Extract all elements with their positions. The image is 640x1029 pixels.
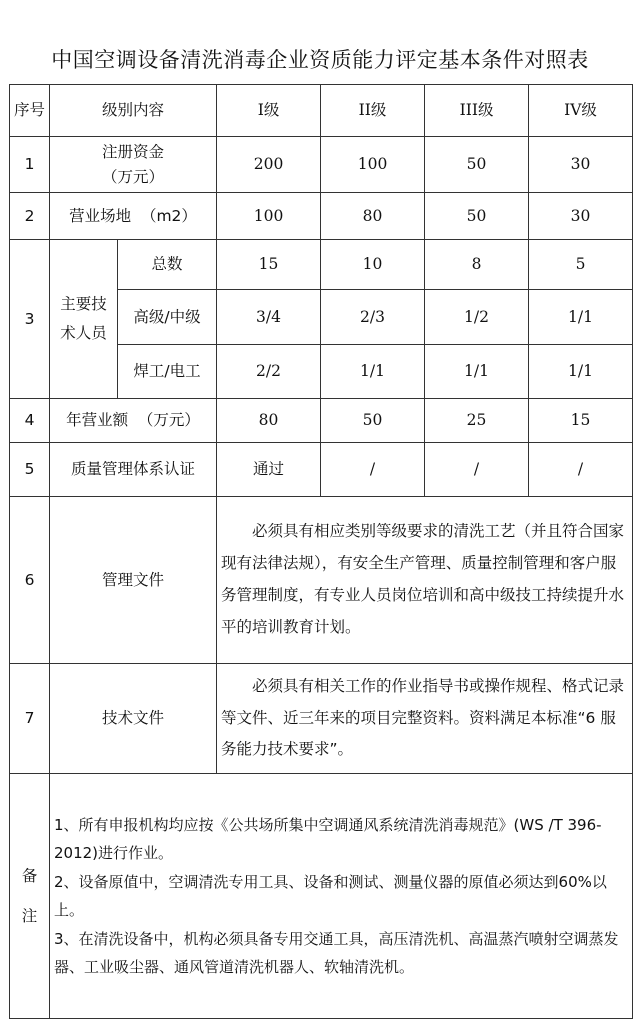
header-seq: 序号 <box>10 85 50 137</box>
cell-value: 1/1 <box>529 345 633 399</box>
sub-label: 焊工/电工 <box>118 345 217 399</box>
cell-value: 1/2 <box>425 290 529 345</box>
note-item: 2、设备原值中，空调清洗专用工具、设备和测试、测量仪器的原值必须达到60%以上。 <box>54 872 607 919</box>
row-label: 主要技术人员 <box>50 240 118 399</box>
row-label: 管理文件 <box>50 497 217 664</box>
row-seq: 1 <box>10 137 50 193</box>
header-row <box>10 85 633 137</box>
row-label <box>50 137 217 193</box>
table-row <box>10 497 633 664</box>
cell-value: 通过 <box>217 443 321 497</box>
cell-value: 200 <box>217 137 321 193</box>
cell-value: 30 <box>529 137 633 193</box>
header-level-2: II级 <box>321 85 425 137</box>
row-label: 年营业额 （万元） <box>50 399 217 443</box>
cell-value: 80 <box>321 193 425 240</box>
row-label-line: 注册资金 <box>102 143 165 162</box>
table-row <box>10 664 633 774</box>
row-label: 技术文件 <box>50 664 217 774</box>
table-row <box>10 193 633 240</box>
sub-label: 总数 <box>118 240 217 290</box>
cell-value: 15 <box>217 240 321 290</box>
notes-label <box>10 774 50 1019</box>
table-row <box>10 137 633 193</box>
row-seq: 2 <box>10 193 50 240</box>
cell-value: 2/3 <box>321 290 425 345</box>
row-seq: 3 <box>10 240 50 399</box>
row-seq: 5 <box>10 443 50 497</box>
qualification-table <box>9 84 633 1019</box>
notes-label-bottom: 注 <box>21 907 38 925</box>
cell-value: 50 <box>425 137 529 193</box>
cell-value: 1/1 <box>529 290 633 345</box>
table-row <box>10 240 633 290</box>
row-label: 质量管理体系认证 <box>50 443 217 497</box>
cell-value: / <box>321 443 425 497</box>
row-label-line: （万元） <box>102 167 165 186</box>
cell-value: 10 <box>321 240 425 290</box>
row-seq: 4 <box>10 399 50 443</box>
cell-value: 50 <box>321 399 425 443</box>
notes-content <box>50 774 633 1019</box>
paragraph-cell: 必须具有相关工作的作业指导书或操作规程、格式记录等文件、近三年来的项目完整资料。资料满足本标准“6 服务能力技术要求”。 <box>217 664 633 774</box>
note-item: 3、在清洗设备中，机构必须具备专用交通工具，高压清洗机、高温蒸汽喷射空调蒸发器、工业吸尘器、通风管道清洗机器人、软轴清洗机。 <box>54 929 619 976</box>
cell-value: 1/1 <box>321 345 425 399</box>
cell-value: 30 <box>529 193 633 240</box>
sub-label: 高级/中级 <box>118 290 217 345</box>
page-title: 中国空调设备清洗消毒企业资质能力评定基本条件对照表 <box>51 48 589 72</box>
note-item: 1、所有申报机构均应按《公共场所集中空调通风系统清洗消毒规范》(WS /T 396-2012)进行作业。 <box>54 815 602 862</box>
cell-value: 15 <box>529 399 633 443</box>
cell-value: / <box>425 443 529 497</box>
table-row <box>10 443 633 497</box>
header-level-4: IV级 <box>529 85 633 137</box>
header-level-3: III级 <box>425 85 529 137</box>
notes-label-top: 备 <box>21 866 38 885</box>
header-content: 级别内容 <box>50 85 217 137</box>
cell-value: 50 <box>425 193 529 240</box>
cell-value: 5 <box>529 240 633 290</box>
cell-value: 3/4 <box>217 290 321 345</box>
header-level-1: I级 <box>217 85 321 137</box>
table-row <box>10 399 633 443</box>
cell-value: 8 <box>425 240 529 290</box>
cell-value: / <box>529 443 633 497</box>
cell-value: 80 <box>217 399 321 443</box>
notes-row <box>10 774 633 1019</box>
row-seq: 7 <box>10 664 50 774</box>
cell-value: 2/2 <box>217 345 321 399</box>
cell-value: 100 <box>217 193 321 240</box>
cell-value: 25 <box>425 399 529 443</box>
row-seq: 6 <box>10 497 50 664</box>
cell-value: 1/1 <box>425 345 529 399</box>
paragraph-cell: 必须具有相应类别等级要求的清洗工艺（并且符合国家现有法律法规），有安全生产管理、质量控制管理和客户服务管理制度，有专业人员岗位培训和高中级技工持续提升水平的培训教育计划。 <box>217 497 633 664</box>
row-label: 营业场地 （m2） <box>50 193 217 240</box>
cell-value: 100 <box>321 137 425 193</box>
